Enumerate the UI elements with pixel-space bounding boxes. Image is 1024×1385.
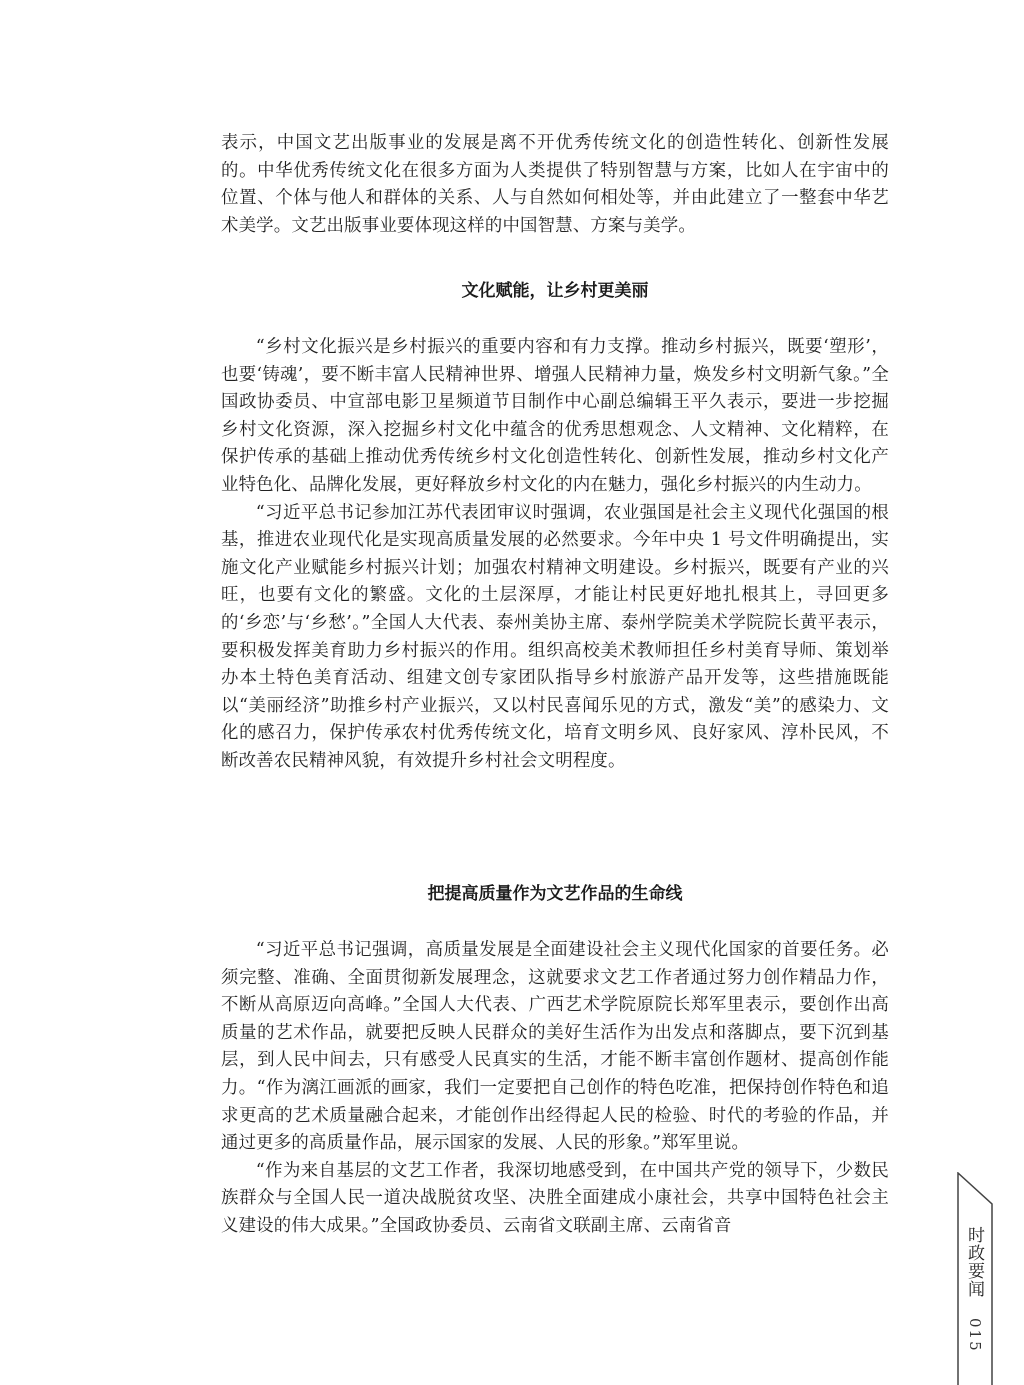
page-number: 015 — [966, 1318, 984, 1353]
section-heading-rural-culture: 文化赋能，让乡村更美丽 — [461, 281, 649, 301]
paragraph: “习近平总书记参加江苏代表团审议时强调，农业强国是社会主义现代化强国的根基，推进农业现代化是实现高质量发展的必然要求。今年中央 1 号文件明确提出，实施文化产业赋能乡村振兴计划；加强农村精神文明建设。乡村振兴，既要有产业的兴旺，也要有文化的繁盛。文化的土层深厚，才能让村民更好地扎根其上，寻回更多的‘乡恋’与‘乡愁’。”全国人大代表、泰州美协主席、泰州学院美术学院院长黄平表示，要积极发挥美育助力乡村振兴的作用。组织高校美术教师担任乡村美育导师、策划举办本土特色美育活动、组建文创专家团队指导乡村旅游产品开发等，这些措施既能以“美丽经济”助推乡村产业振兴，又以村民喜闻乐见的方式，激发“美”的感染力、文化的感召力，保护传承农村优秀传统文化，培育文明乡风、良好家风、淳朴民风，不断改善农民精神风貌，有效提升乡村社会文明程度。 — [221, 502, 889, 771]
section-quality-body — [221, 937, 889, 1241]
section-heading-quality: 把提高质量作为文艺作品的生命线 — [427, 884, 683, 904]
intro-text — [221, 130, 889, 240]
paragraph: “作为来自基层的文艺工作者，我深切地感受到，在中国共产党的领导下，少数民族群众与全国人民一道决战脱贫攻坚、决胜全面建成小康社会，共享中国特色社会主义建设的伟大成果。”全国政协委员、云南省文联副主席、云南省音 — [221, 1160, 889, 1236]
section-label: 时政要闻 — [964, 1226, 984, 1298]
section-rural-culture-body — [221, 334, 889, 776]
paragraph: “乡村文化振兴是乡村振兴的重要内容和有力支撑。推动乡村振兴，既要‘塑形’，也要‘铸魂’，要不断丰富人民精神世界、增强人民精神力量，焕发乡村文明新气象。”全国政协委员、中宣部电影卫星频道节目制作中心副总编辑王平久表示，要进一步挖掘乡村文化资源，深入挖掘乡村文化中蕴含的优秀思想观念、人文精神、文化精粹，在保护传承的基础上推动优秀传统乡村文化创造性转化、创新性发展，推动乡村文化产业特色化、品牌化发展，更好释放乡村文化的内在魅力，强化乡村振兴的内生动力。 — [221, 337, 889, 495]
intro-paragraph: 表示，中国文艺出版事业的发展是离不开优秀传统文化的创造性转化、创新性发展的。中华优秀传统文化在很多方面为人类提供了特别智慧与方案，比如人在宇宙中的位置、个体与他人和群体的关系、人与自然如何相处等，并由此建立了一整套中华艺术美学。文艺出版事业要体现这样的中国智慧、方案与美学。 — [221, 133, 889, 236]
paragraph: “习近平总书记强调，高质量发展是全面建设社会主义现代化国家的首要任务。必须完整、准确、全面贯彻新发展理念，这就要求文艺工作者通过努力创作精品力作，不断从高原迈向高峰。”全国人大代表、广西艺术学院原院长郑军里表示，要创作出高质量的艺术作品，就要把反映人民群众的美好生活作为出发点和落脚点，要下沉到基层，到人民中间去，只有感受人民真实的生活，才能不断丰富创作题材、提高创作能力。“作为漓江画派的画家，我们一定要把自己创作的特色吃准，把保持创作特色和追求更高的艺术质量融合起来，才能创作出经得起人民的检验、时代的考验的作品，并通过更多的高质量作品，展示国家的发展、人民的形象。”郑军里说。 — [221, 940, 889, 1154]
